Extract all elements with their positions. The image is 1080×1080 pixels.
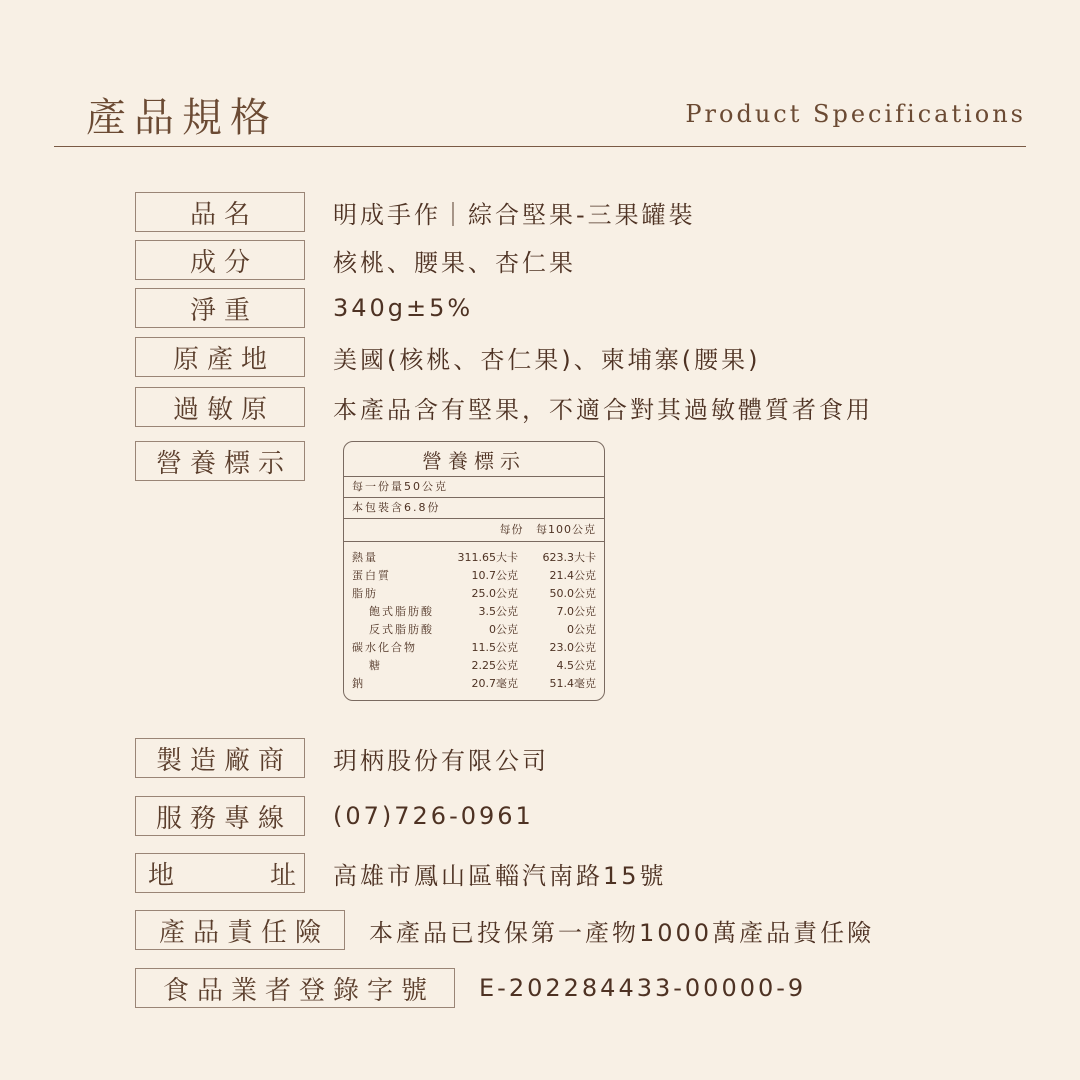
spec-value-ingredients: 核桃、腰果、杏仁果 bbox=[333, 248, 576, 277]
nutrition-title: 營養標示 bbox=[344, 442, 604, 477]
nutrient-per-serving: 2.25公克 bbox=[471, 659, 518, 672]
nutrition-facts-panel bbox=[343, 441, 605, 701]
nutrient-per-serving: 25.0公克 bbox=[471, 587, 518, 600]
nutrition-row bbox=[344, 603, 604, 621]
nutrient-name: 碳水化合物 bbox=[352, 641, 417, 654]
column-per-100g: 每100公克 bbox=[536, 523, 596, 536]
company-row-insurance bbox=[135, 910, 874, 950]
nutrient-per-serving: 0公克 bbox=[489, 623, 518, 636]
company-row-registration bbox=[135, 968, 806, 1008]
nutrient-name: 糖 bbox=[369, 659, 382, 672]
nutrient-name: 脂肪 bbox=[352, 587, 378, 600]
company-row-hotline bbox=[135, 796, 534, 836]
nutrient-name: 飽式脂肪酸 bbox=[369, 605, 434, 618]
nutrition-row bbox=[344, 585, 604, 603]
title-divider bbox=[54, 146, 1026, 147]
company-label-registration: 食品業者登錄字號 bbox=[135, 968, 455, 1008]
spec-label-origin: 原產地 bbox=[135, 337, 305, 377]
company-value-hotline[interactable]: (07)726-0961 bbox=[333, 802, 534, 830]
nutrient-per-serving: 11.5公克 bbox=[471, 641, 518, 654]
nutrient-per-100g: 50.0公克 bbox=[549, 587, 596, 600]
nutrient-per-100g: 0公克 bbox=[567, 623, 596, 636]
nutrient-per-100g: 23.0公克 bbox=[549, 641, 596, 654]
spec-row-origin bbox=[135, 337, 760, 377]
nutrient-per-serving: 10.7公克 bbox=[471, 569, 518, 582]
company-value-registration: E-202284433-00000-9 bbox=[479, 974, 807, 1002]
nutrient-name: 蛋白質 bbox=[352, 569, 391, 582]
nutrient-per-serving: 3.5公克 bbox=[478, 605, 518, 618]
nutrition-row bbox=[344, 639, 604, 657]
nutrition-servings: 本包裝含6.8份 bbox=[344, 498, 604, 519]
spec-row-ingredients bbox=[135, 240, 576, 280]
column-per-serving: 每份 bbox=[499, 523, 524, 536]
spec-value-weight: 340g±5% bbox=[333, 294, 474, 322]
nutrition-row bbox=[344, 567, 604, 585]
address-label-right: 址 bbox=[269, 860, 296, 891]
company-value-address: 高雄市鳳山區輜汽南路15號 bbox=[333, 861, 667, 890]
company-row-address bbox=[135, 853, 667, 893]
nutrient-per-100g: 4.5公克 bbox=[556, 659, 596, 672]
spec-label-weight: 淨重 bbox=[135, 288, 305, 328]
nutrition-rows bbox=[344, 542, 604, 693]
spec-row-weight bbox=[135, 288, 473, 328]
spec-row-name bbox=[135, 192, 696, 232]
spec-row-nutrition bbox=[135, 441, 305, 481]
spec-value-origin: 美國(核桃、杏仁果)、柬埔寨(腰果) bbox=[333, 345, 761, 374]
address-label-left: 地 bbox=[148, 860, 175, 891]
nutrient-name: 反式脂肪酸 bbox=[369, 623, 434, 636]
nutrient-per-serving: 311.65大卡 bbox=[457, 551, 518, 564]
page-title: 產品規格 bbox=[86, 95, 278, 141]
nutrient-per-serving: 20.7毫克 bbox=[471, 677, 518, 690]
nutrient-per-100g: 51.4毫克 bbox=[549, 677, 596, 690]
spec-label-ingredients: 成分 bbox=[135, 240, 305, 280]
nutrient-name: 鈉 bbox=[352, 677, 365, 690]
company-row-manufacturer bbox=[135, 738, 549, 778]
spec-label-allergen: 過敏原 bbox=[135, 387, 305, 427]
spec-value-allergen: 本產品含有堅果，不適合對其過敏體質者食用 bbox=[333, 395, 873, 424]
nutrient-per-100g: 623.3大卡 bbox=[542, 551, 596, 564]
company-label-hotline: 服務專線 bbox=[135, 796, 305, 836]
nutrition-row bbox=[344, 549, 604, 567]
company-label-address bbox=[135, 853, 305, 893]
nutrient-name: 熱量 bbox=[352, 551, 378, 564]
nutrition-serving-size: 每一份量50公克 bbox=[344, 477, 604, 498]
spec-row-allergen bbox=[135, 387, 873, 427]
company-value-insurance: 本產品已投保第一產物1000萬產品責任險 bbox=[369, 918, 875, 947]
spec-label-name: 品名 bbox=[135, 192, 305, 232]
spec-value-name: 明成手作｜綜合堅果-三果罐裝 bbox=[333, 200, 696, 229]
nutrition-column-header bbox=[344, 519, 604, 542]
company-label-insurance: 產品責任險 bbox=[135, 910, 345, 950]
nutrition-row bbox=[344, 621, 604, 639]
company-value-manufacturer: 玥柄股份有限公司 bbox=[333, 746, 549, 775]
nutrition-row bbox=[344, 657, 604, 675]
spec-label-nutrition: 營養標示 bbox=[135, 441, 305, 481]
nutrition-row bbox=[344, 675, 604, 693]
nutrient-per-100g: 7.0公克 bbox=[556, 605, 596, 618]
nutrient-per-100g: 21.4公克 bbox=[549, 569, 596, 582]
page-subtitle: Product Specifications bbox=[685, 100, 1026, 128]
company-label-manufacturer: 製造廠商 bbox=[135, 738, 305, 778]
